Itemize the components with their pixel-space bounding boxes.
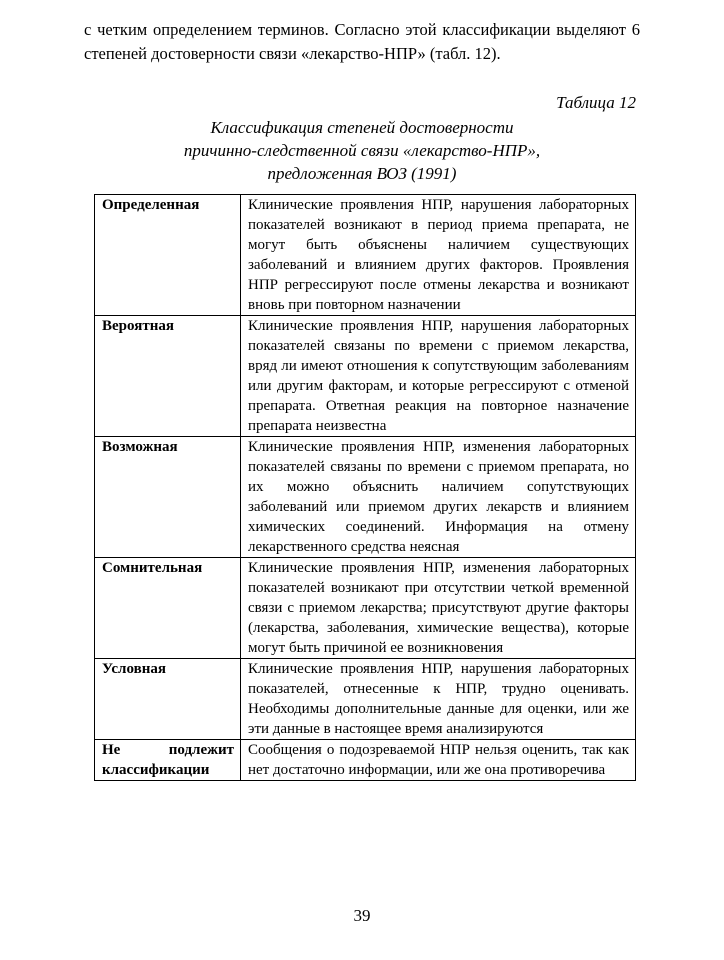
- table-row: [95, 659, 636, 740]
- row-term: Определенная: [95, 195, 241, 316]
- row-description: Сообщения о подозреваемой НПР нельзя оценить, так как нет достаточно информации, или же она противоречива: [241, 740, 636, 781]
- table-number: Таблица 12: [556, 93, 636, 112]
- caption-line-2: причинно-следственной связи «лекарство-НПР»,: [183, 141, 541, 160]
- table-row: [95, 437, 636, 558]
- page-number: 39: [353, 906, 371, 925]
- caption-line-1: Классификация степеней достоверности: [210, 118, 514, 137]
- table-row: [95, 316, 636, 437]
- table-caption: [84, 116, 640, 185]
- row-term: Сомнительная: [95, 558, 241, 659]
- row-term: Условная: [95, 659, 241, 740]
- row-description: Клинические проявления НПР, нарушения лабораторных показателей связаны по времени с приемом лекарства, вряд ли имеют отношения к сопутствующим заболеваниям или другим факторам, и которые регрессируют с отменой препарата. Ответная реакция на повторное назначение препарата неизвестна: [241, 316, 636, 437]
- row-term: Возможная: [95, 437, 241, 558]
- row-description: Клинические проявления НПР, изменения лабораторных показателей возникают при отсутствии четкой временной связи с приемом лекарства; присутствуют другие факторы (лекарства, заболевания, химические вещества), которые могут быть причиной ее возникновения: [241, 558, 636, 659]
- intro-paragraph: с четким определением терминов. Согласно этой классификации выделяют 6 степеней достоверности связи «лекарство-НПР» (табл. 12).: [84, 20, 640, 63]
- row-description: Клинические проявления НПР, нарушения лабораторных показателей, отнесенные к НПР, трудно оценивать. Необходимы дополнительные данные для оценки, или же эти данные в настоящее время анализируются: [241, 659, 636, 740]
- row-term: Вероятная: [95, 316, 241, 437]
- caption-line-3: предложенная ВОЗ (1991): [267, 164, 457, 183]
- row-term: Не подлежит классификации: [95, 740, 241, 781]
- row-description: Клинические проявления НПР, нарушения лабораторных показателей возникают в период приема препарата, не могут быть объяснены наличием существующих заболеваний и влиянием других факторов. Проявления НПР регрессируют после отмены лекарства и возникают вновь при повторном назначении: [241, 195, 636, 316]
- table-row: [95, 740, 636, 781]
- table-row: [95, 558, 636, 659]
- row-description: Клинические проявления НПР, изменения лабораторных показателей связаны по времени с приемом препарата, но их можно объяснить наличием сопутствующих заболеваний или приемом других лекарств и влиянием химических соединений. Информация на отмену лекарственного средства неясная: [241, 437, 636, 558]
- classification-table: [94, 194, 636, 781]
- table-row: [95, 195, 636, 316]
